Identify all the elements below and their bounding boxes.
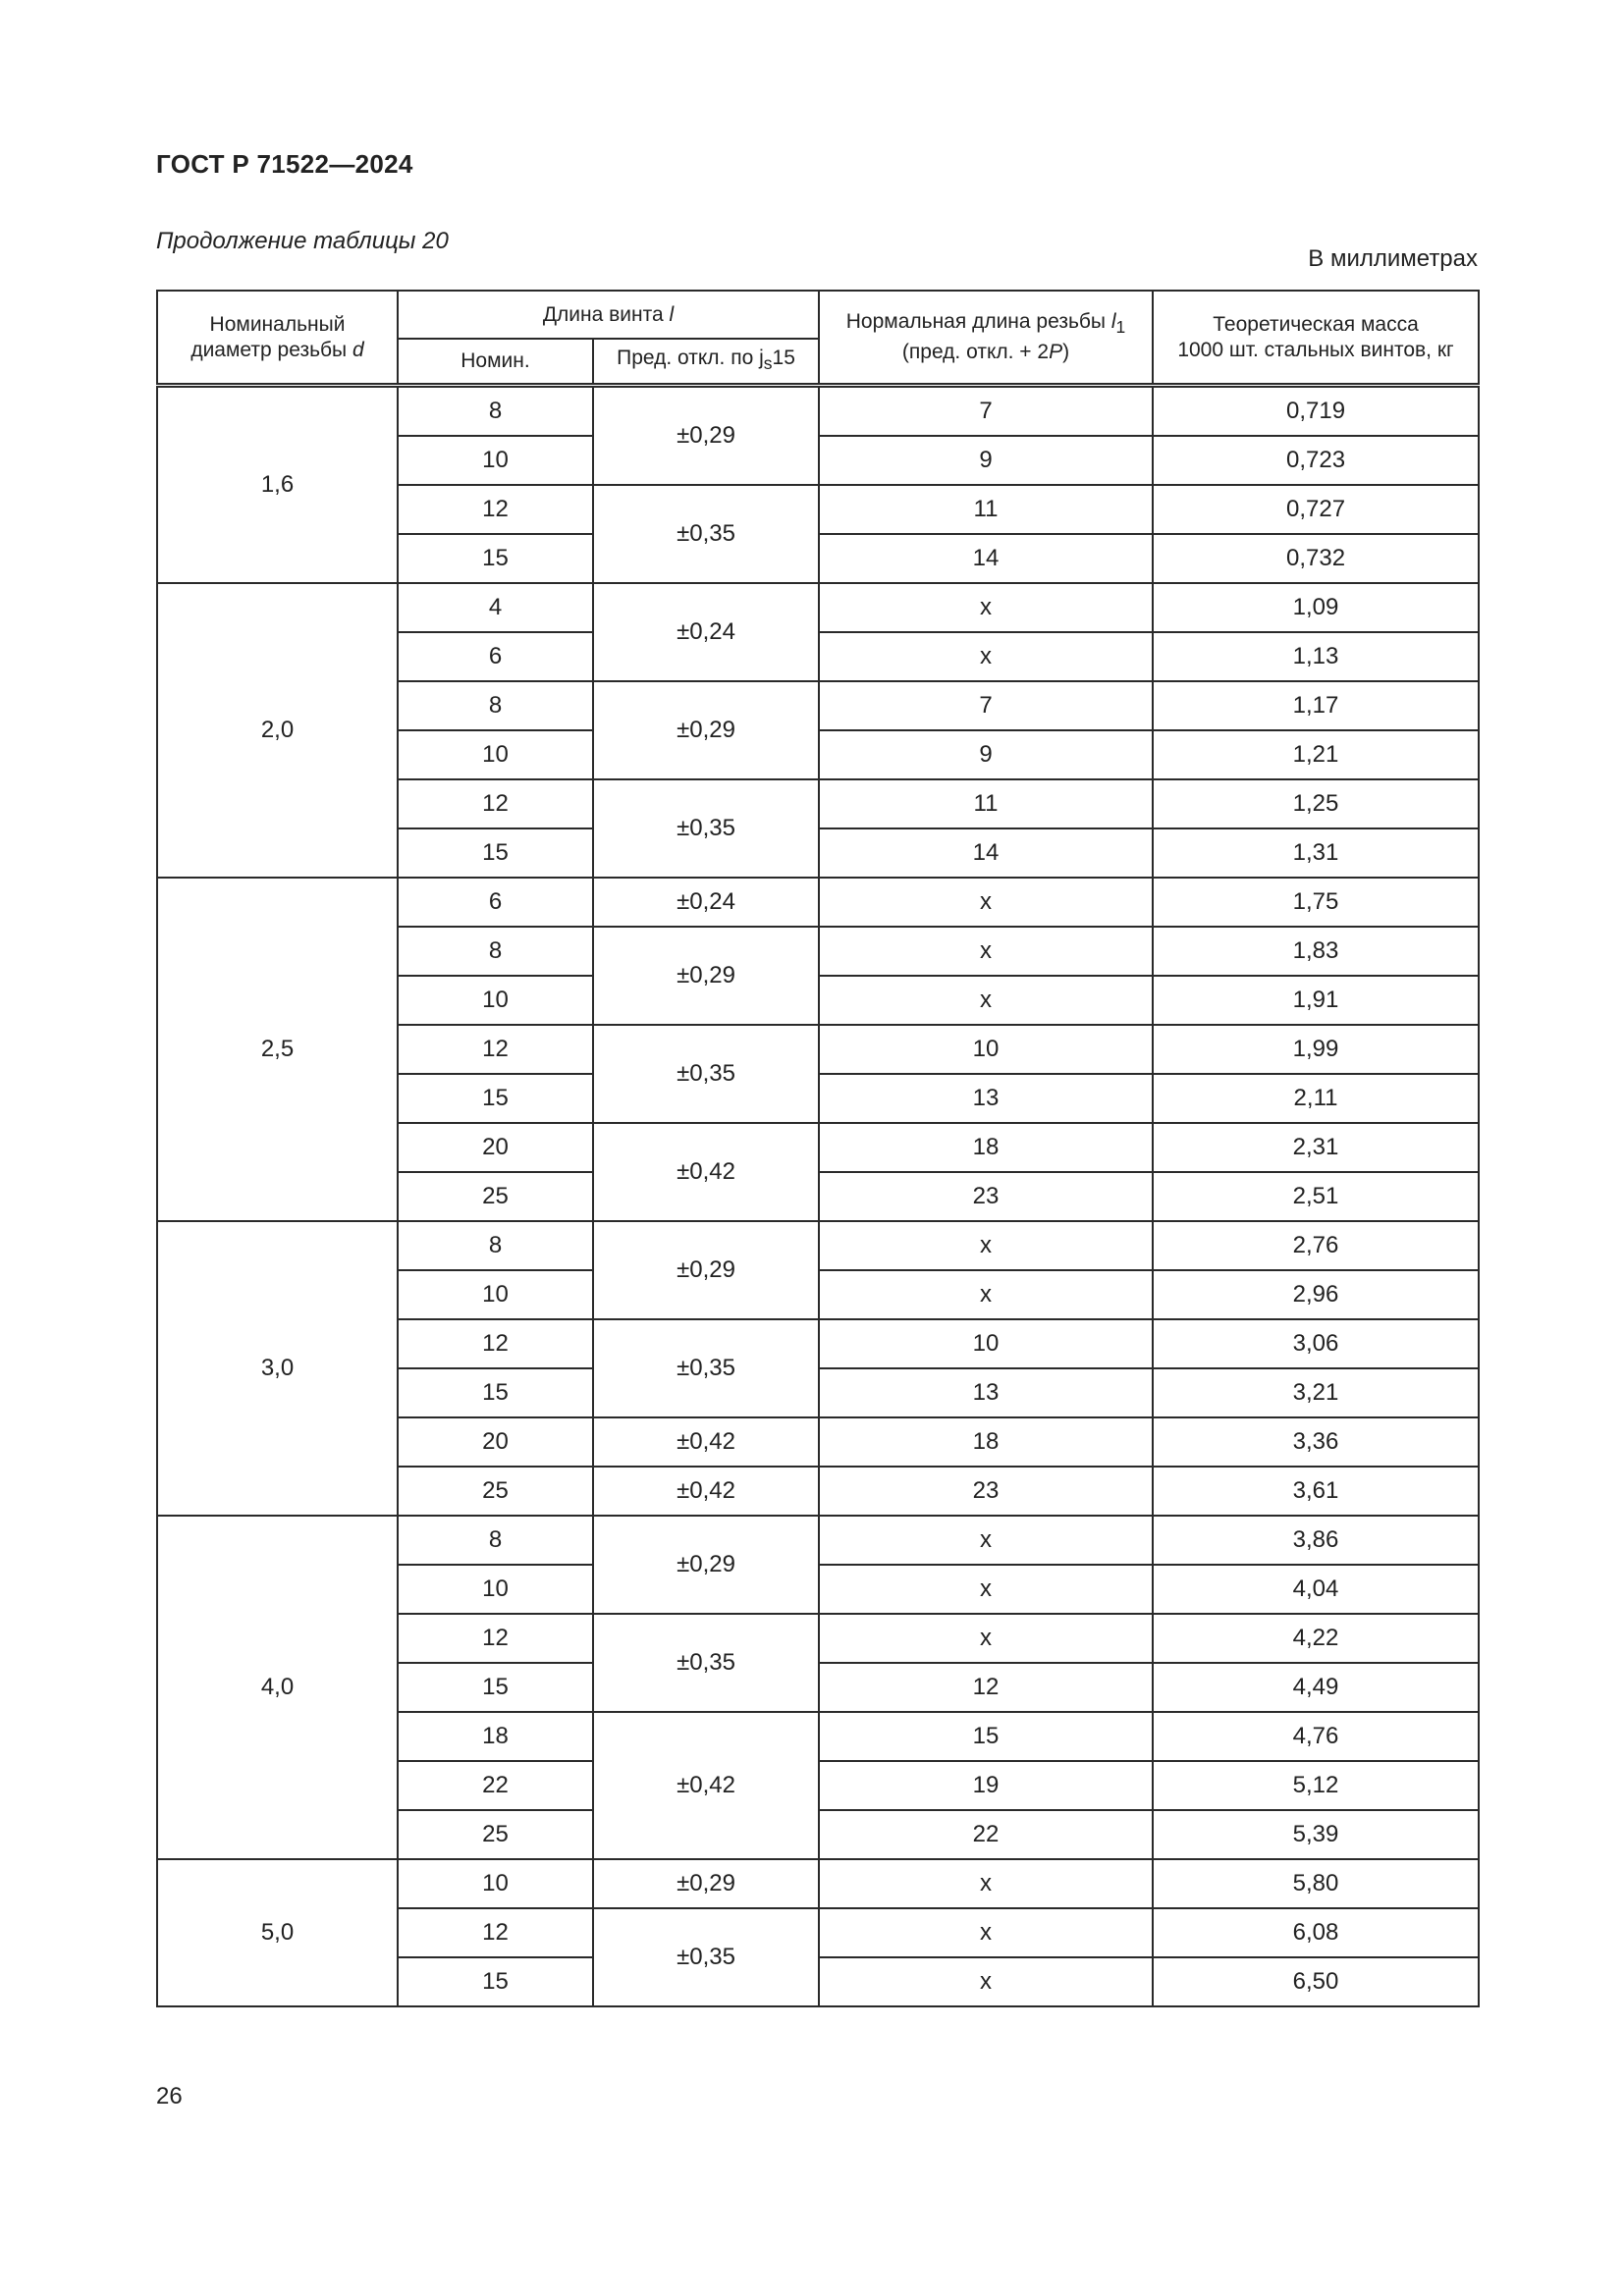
table-row (157, 1516, 1479, 1565)
cell-mass: 0,732 (1153, 534, 1479, 583)
header-diameter-symbol: d (352, 338, 364, 361)
cell-mass: 2,51 (1153, 1172, 1479, 1221)
cell-thread-length: 11 (819, 779, 1153, 828)
cell-nominal-length: 12 (398, 1614, 593, 1663)
cell-thread-length: 7 (819, 681, 1153, 730)
cell-thread-length: 13 (819, 1368, 1153, 1417)
cell-nominal-length: 15 (398, 828, 593, 878)
cell-thread-length: 23 (819, 1467, 1153, 1516)
cell-thread-length: x (819, 632, 1153, 681)
cell-nominal-length: 12 (398, 1908, 593, 1957)
header-thread-sub: 1 (1115, 317, 1126, 338)
cell-tolerance: ±0,29 (593, 1221, 819, 1319)
cell-thread-length: 13 (819, 1074, 1153, 1123)
header-nominal: Номин. (398, 339, 593, 386)
cell-tolerance: ±0,29 (593, 681, 819, 779)
cell-mass: 1,31 (1153, 828, 1479, 878)
cell-diameter: 1,6 (157, 386, 398, 584)
cell-nominal-length: 12 (398, 779, 593, 828)
cell-thread-length: 7 (819, 386, 1153, 437)
cell-thread-length: x (819, 1565, 1153, 1614)
cell-mass: 3,61 (1153, 1467, 1479, 1516)
cell-mass: 2,31 (1153, 1123, 1479, 1172)
cell-mass: 1,99 (1153, 1025, 1479, 1074)
cell-thread-length: x (819, 1908, 1153, 1957)
header-tolerance-suffix: 15 (772, 347, 795, 370)
cell-nominal-length: 8 (398, 1221, 593, 1270)
cell-mass: 2,76 (1153, 1221, 1479, 1270)
header-tolerance-sub: s (763, 353, 773, 374)
cell-nominal-length: 10 (398, 1859, 593, 1908)
cell-tolerance: ±0,35 (593, 1025, 819, 1123)
cell-nominal-length: 15 (398, 1368, 593, 1417)
cell-nominal-length: 25 (398, 1810, 593, 1859)
table-row (157, 386, 1479, 437)
cell-nominal-length: 25 (398, 1172, 593, 1221)
cell-nominal-length: 12 (398, 1319, 593, 1368)
cell-thread-length: 18 (819, 1417, 1153, 1467)
table-row (157, 878, 1479, 927)
cell-mass: 4,76 (1153, 1712, 1479, 1761)
table-row (157, 1859, 1479, 1908)
units-note: В миллиметрах (1308, 245, 1478, 272)
cell-thread-length: x (819, 1859, 1153, 1908)
cell-tolerance: ±0,24 (593, 878, 819, 927)
cell-mass: 1,09 (1153, 583, 1479, 632)
table-body (157, 386, 1479, 2007)
cell-nominal-length: 20 (398, 1123, 593, 1172)
cell-tolerance: ±0,42 (593, 1467, 819, 1516)
header-thread-symbol: l (1110, 309, 1116, 333)
header-mass-line1: Теоретическая масса (1213, 312, 1419, 336)
cell-nominal-length: 10 (398, 436, 593, 485)
table-caption: Продолжение таблицы 20 (156, 228, 449, 254)
cell-nominal-length: 12 (398, 1025, 593, 1074)
page-number: 26 (156, 2083, 183, 2109)
cell-thread-length: x (819, 927, 1153, 976)
cell-tolerance: ±0,29 (593, 1516, 819, 1614)
cell-thread-length: x (819, 878, 1153, 927)
cell-nominal-length: 4 (398, 583, 593, 632)
cell-thread-length: 9 (819, 436, 1153, 485)
cell-nominal-length: 18 (398, 1712, 593, 1761)
cell-nominal-length: 15 (398, 1663, 593, 1712)
cell-mass: 1,17 (1153, 681, 1479, 730)
cell-thread-length: x (819, 1516, 1153, 1565)
header-thread-line1: Нормальная длина резьбы (845, 309, 1107, 333)
cell-nominal-length: 25 (398, 1467, 593, 1516)
cell-mass: 6,08 (1153, 1908, 1479, 1957)
header-thread-line2-suffix: ) (1062, 341, 1070, 364)
cell-nominal-length: 20 (398, 1417, 593, 1467)
cell-mass: 1,91 (1153, 976, 1479, 1025)
cell-thread-length: 15 (819, 1712, 1153, 1761)
cell-thread-length: 23 (819, 1172, 1153, 1221)
header-diameter (157, 291, 398, 386)
table-row (157, 583, 1479, 632)
cell-mass: 5,12 (1153, 1761, 1479, 1810)
cell-mass: 3,86 (1153, 1516, 1479, 1565)
cell-tolerance: ±0,35 (593, 1614, 819, 1712)
cell-tolerance: ±0,35 (593, 1908, 819, 2006)
cell-tolerance: ±0,24 (593, 583, 819, 681)
header-tolerance (593, 339, 819, 386)
cell-thread-length: x (819, 583, 1153, 632)
cell-mass: 1,13 (1153, 632, 1479, 681)
cell-diameter: 2,5 (157, 878, 398, 1221)
header-diameter-line2: диаметр резьбы (190, 338, 348, 361)
header-thread-line2-prefix: (пред. откл. + 2 (901, 341, 1050, 364)
cell-thread-length: x (819, 1614, 1153, 1663)
cell-mass: 5,39 (1153, 1810, 1479, 1859)
table-row (157, 1221, 1479, 1270)
cell-diameter: 5,0 (157, 1859, 398, 2006)
cell-mass: 3,21 (1153, 1368, 1479, 1417)
cell-mass: 1,83 (1153, 927, 1479, 976)
header-diameter-line1: Номинальный (209, 312, 346, 336)
cell-tolerance: ±0,42 (593, 1417, 819, 1467)
cell-nominal-length: 10 (398, 1270, 593, 1319)
cell-tolerance: ±0,35 (593, 1319, 819, 1417)
cell-thread-length: x (819, 976, 1153, 1025)
header-thread-line2-symbol: P (1049, 341, 1063, 364)
cell-nominal-length: 10 (398, 976, 593, 1025)
cell-nominal-length: 15 (398, 1074, 593, 1123)
cell-mass: 2,11 (1153, 1074, 1479, 1123)
cell-thread-length: x (819, 1270, 1153, 1319)
cell-diameter: 4,0 (157, 1516, 398, 1859)
cell-nominal-length: 15 (398, 534, 593, 583)
header-mass-line2: 1000 шт. стальных винтов, кг (1177, 338, 1454, 361)
cell-tolerance: ±0,42 (593, 1123, 819, 1221)
cell-mass: 5,80 (1153, 1859, 1479, 1908)
cell-thread-length: x (819, 1221, 1153, 1270)
document-standard-title: ГОСТ Р 71522—2024 (156, 149, 413, 179)
cell-mass: 4,49 (1153, 1663, 1479, 1712)
cell-nominal-length: 8 (398, 386, 593, 437)
header-length-group (398, 291, 819, 339)
cell-tolerance: ±0,42 (593, 1712, 819, 1859)
cell-diameter: 2,0 (157, 583, 398, 878)
cell-thread-length: x (819, 1957, 1153, 2006)
cell-nominal-length: 22 (398, 1761, 593, 1810)
cell-nominal-length: 10 (398, 730, 593, 779)
cell-mass: 2,96 (1153, 1270, 1479, 1319)
cell-mass: 0,727 (1153, 485, 1479, 534)
cell-thread-length: 14 (819, 828, 1153, 878)
cell-thread-length: 10 (819, 1025, 1153, 1074)
cell-thread-length: 18 (819, 1123, 1153, 1172)
cell-thread-length: 11 (819, 485, 1153, 534)
header-tolerance-prefix: Пред. откл. по j (617, 347, 764, 370)
cell-nominal-length: 10 (398, 1565, 593, 1614)
cell-mass: 4,22 (1153, 1614, 1479, 1663)
cell-tolerance: ±0,29 (593, 1859, 819, 1908)
cell-mass: 0,723 (1153, 436, 1479, 485)
cell-nominal-length: 6 (398, 878, 593, 927)
cell-thread-length: 9 (819, 730, 1153, 779)
cell-nominal-length: 6 (398, 632, 593, 681)
cell-nominal-length: 8 (398, 1516, 593, 1565)
cell-nominal-length: 15 (398, 1957, 593, 2006)
header-thread-length (819, 291, 1153, 386)
cell-thread-length: 10 (819, 1319, 1153, 1368)
cell-diameter: 3,0 (157, 1221, 398, 1516)
header-length-symbol: l (669, 302, 675, 326)
cell-nominal-length: 8 (398, 681, 593, 730)
cell-tolerance: ±0,35 (593, 485, 819, 583)
cell-nominal-length: 12 (398, 485, 593, 534)
cell-mass: 4,04 (1153, 1565, 1479, 1614)
screw-spec-table (156, 290, 1480, 2007)
cell-mass: 1,75 (1153, 878, 1479, 927)
cell-mass: 3,06 (1153, 1319, 1479, 1368)
cell-tolerance: ±0,29 (593, 386, 819, 486)
header-mass (1153, 291, 1479, 386)
cell-thread-length: 12 (819, 1663, 1153, 1712)
cell-nominal-length: 8 (398, 927, 593, 976)
cell-mass: 1,25 (1153, 779, 1479, 828)
cell-tolerance: ±0,29 (593, 927, 819, 1025)
table-header (157, 291, 1479, 386)
cell-mass: 0,719 (1153, 386, 1479, 437)
cell-thread-length: 22 (819, 1810, 1153, 1859)
cell-tolerance: ±0,35 (593, 779, 819, 878)
cell-mass: 3,36 (1153, 1417, 1479, 1467)
cell-mass: 6,50 (1153, 1957, 1479, 2006)
header-length-label: Длина винта (542, 302, 664, 326)
cell-mass: 1,21 (1153, 730, 1479, 779)
cell-thread-length: 19 (819, 1761, 1153, 1810)
cell-thread-length: 14 (819, 534, 1153, 583)
